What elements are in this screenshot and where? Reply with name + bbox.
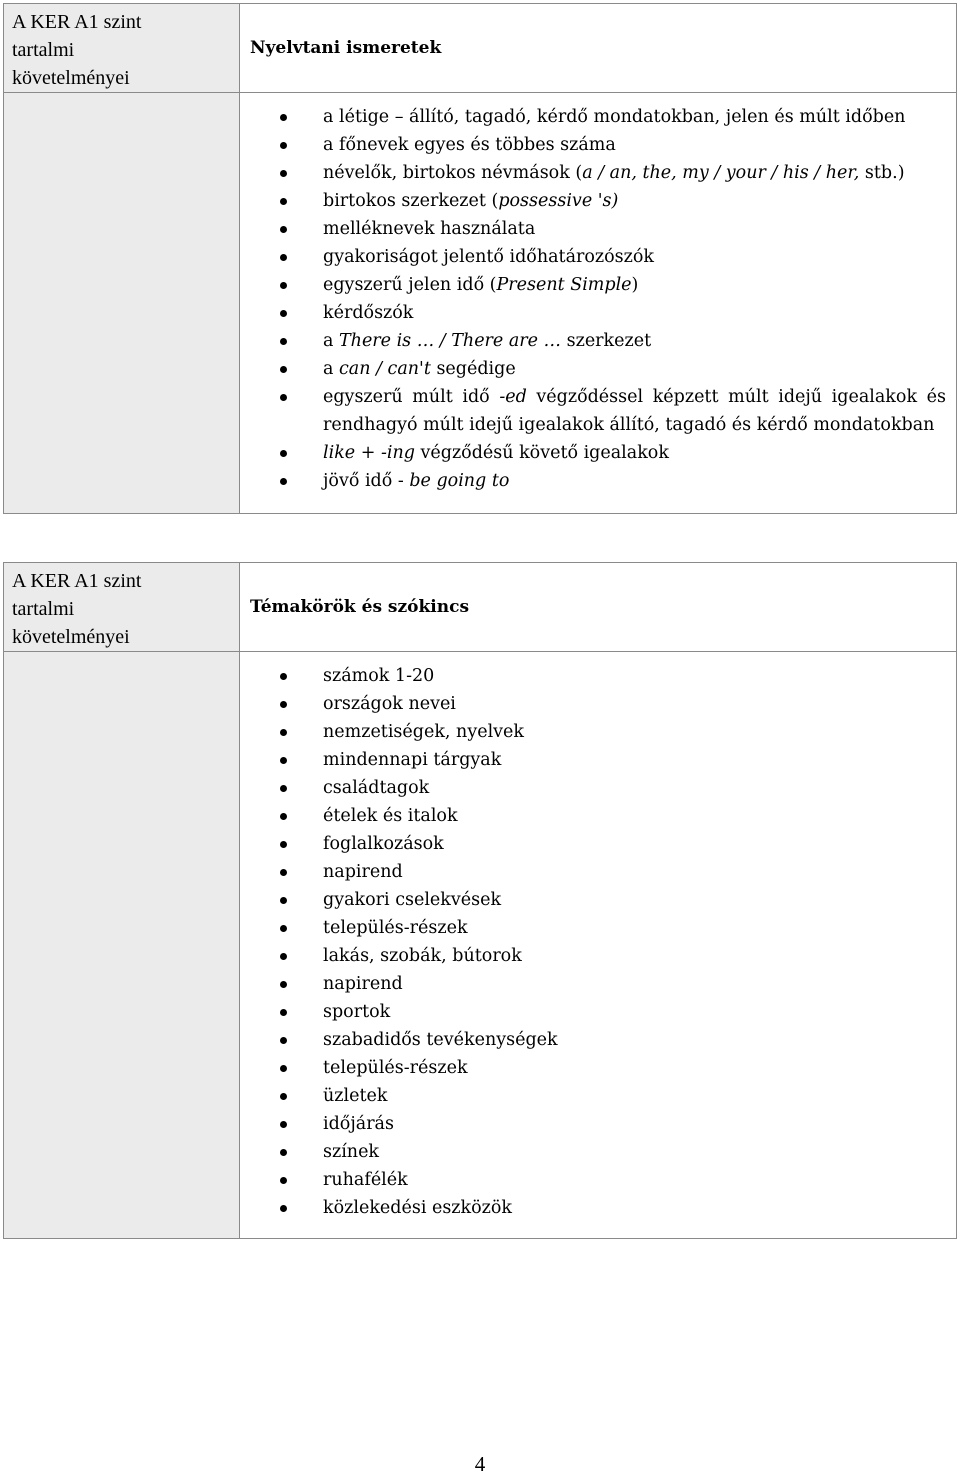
topic-item: lakás, szobák, bútorok [240, 942, 946, 970]
grammar-item-text: a [323, 331, 339, 351]
grammar-item-text: There is … / There are … [339, 331, 562, 351]
grammar-item-text: gyakoriságot jelentő időhatározószók [323, 247, 655, 267]
grammar-item-text: a / an, the, my / your / his / her, [582, 163, 860, 183]
grammar-list-cell [240, 93, 957, 514]
grammar-item-text: stb.) [859, 163, 905, 183]
level-header-line: tartalmi [12, 598, 75, 620]
topic-item: időjárás [240, 1110, 946, 1138]
grammar-item-text: be going to [409, 471, 510, 491]
grammar-item-text: segédige [430, 359, 516, 379]
grammar-item [240, 215, 946, 243]
grammar-item-text: -ed [499, 387, 527, 407]
level-header-line: A KER A1 szint [12, 570, 142, 592]
grammar-item [240, 131, 946, 159]
topic-item: ételek és italok [240, 802, 946, 830]
topic-item: sportok [240, 998, 946, 1026]
topic-item: családtagok [240, 774, 946, 802]
topic-item: ruhafélék [240, 1166, 946, 1194]
grammar-item [240, 243, 946, 271]
topic-item: napirend [240, 858, 946, 886]
topics-heading: Témakörök és szókincs [250, 597, 470, 617]
grammar-item [240, 103, 946, 131]
topic-item: színek [240, 1138, 946, 1166]
grammar-table [3, 3, 957, 514]
topic-item: országok nevei [240, 690, 946, 718]
topic-item: gyakori cselekvések [240, 886, 946, 914]
level-header-line: követelményei [12, 67, 130, 89]
level-header-line: követelményei [12, 626, 130, 648]
topic-item: szabadidős tevékenységek [240, 1026, 946, 1054]
grammar-item [240, 439, 946, 467]
grammar-item-text: egyszerű jelen idő ( [323, 275, 497, 295]
grammar-item-text: birtokos szerkezet ( [323, 191, 499, 211]
grammar-header-cell [240, 4, 957, 93]
grammar-item-text: egyszerű múlt idő [323, 387, 500, 407]
grammar-item [240, 383, 946, 439]
topics-list [240, 662, 946, 1222]
grammar-item-text: melléknevek használata [323, 219, 536, 239]
grammar-item-text: végződésű követő igealakok [414, 443, 669, 463]
grammar-item-text: -ing [380, 443, 415, 463]
grammar-item-text: végződéssel képzett múlt idejű igealakok és rendhagyó múlt idejű igealakok állító, tagadó és kérdő mondatokban [323, 387, 946, 435]
topic-item: település-részek [240, 914, 946, 942]
grammar-item-text: can / can't [339, 359, 431, 379]
grammar-item-text: a [323, 359, 339, 379]
grammar-item-text: a főnevek egyes és többes száma [323, 135, 616, 155]
level-header-line: A KER A1 szint [12, 11, 142, 33]
grammar-item-text: possessive 's) [498, 191, 619, 211]
grammar-item-text: ) [631, 275, 639, 295]
empty-level-cell [4, 93, 240, 514]
topic-item: üzletek [240, 1082, 946, 1110]
topic-item: napirend [240, 970, 946, 998]
grammar-item [240, 159, 946, 187]
grammar-item [240, 271, 946, 299]
level-header-cell [4, 4, 240, 93]
level-header-line: tartalmi [12, 39, 75, 61]
grammar-item-text: a létige – állító, tagadó, kérdő mondatokban, jelen és múlt időben [323, 107, 906, 127]
grammar-item [240, 187, 946, 215]
grammar-item-text: jövő idő - [323, 471, 410, 491]
grammar-heading: Nyelvtani ismeretek [250, 38, 442, 58]
empty-level-cell [4, 652, 240, 1239]
grammar-item-text: + [355, 443, 381, 463]
grammar-item-text: like [323, 443, 356, 463]
grammar-item-text: kérdőszók [323, 303, 414, 323]
grammar-item [240, 467, 946, 495]
level-header-cell [4, 563, 240, 652]
grammar-item [240, 299, 946, 327]
topic-item: nemzetiségek, nyelvek [240, 718, 946, 746]
page-number: 4 [474, 1452, 486, 1476]
grammar-item [240, 355, 946, 383]
topics-header-cell [240, 563, 957, 652]
grammar-list [240, 103, 946, 495]
grammar-item-text: Present Simple [496, 275, 632, 295]
vocabulary-table [3, 562, 957, 1239]
topic-item: mindennapi tárgyak [240, 746, 946, 774]
topic-item: foglalkozások [240, 830, 946, 858]
topic-item: település-részek [240, 1054, 946, 1082]
topic-item: számok 1-20 [240, 662, 946, 690]
topic-item: közlekedési eszközök [240, 1194, 946, 1222]
grammar-item [240, 327, 946, 355]
topics-list-cell [240, 652, 957, 1239]
grammar-item-text: szerkezet [561, 331, 652, 351]
grammar-item-text: névelők, birtokos névmások ( [323, 163, 583, 183]
